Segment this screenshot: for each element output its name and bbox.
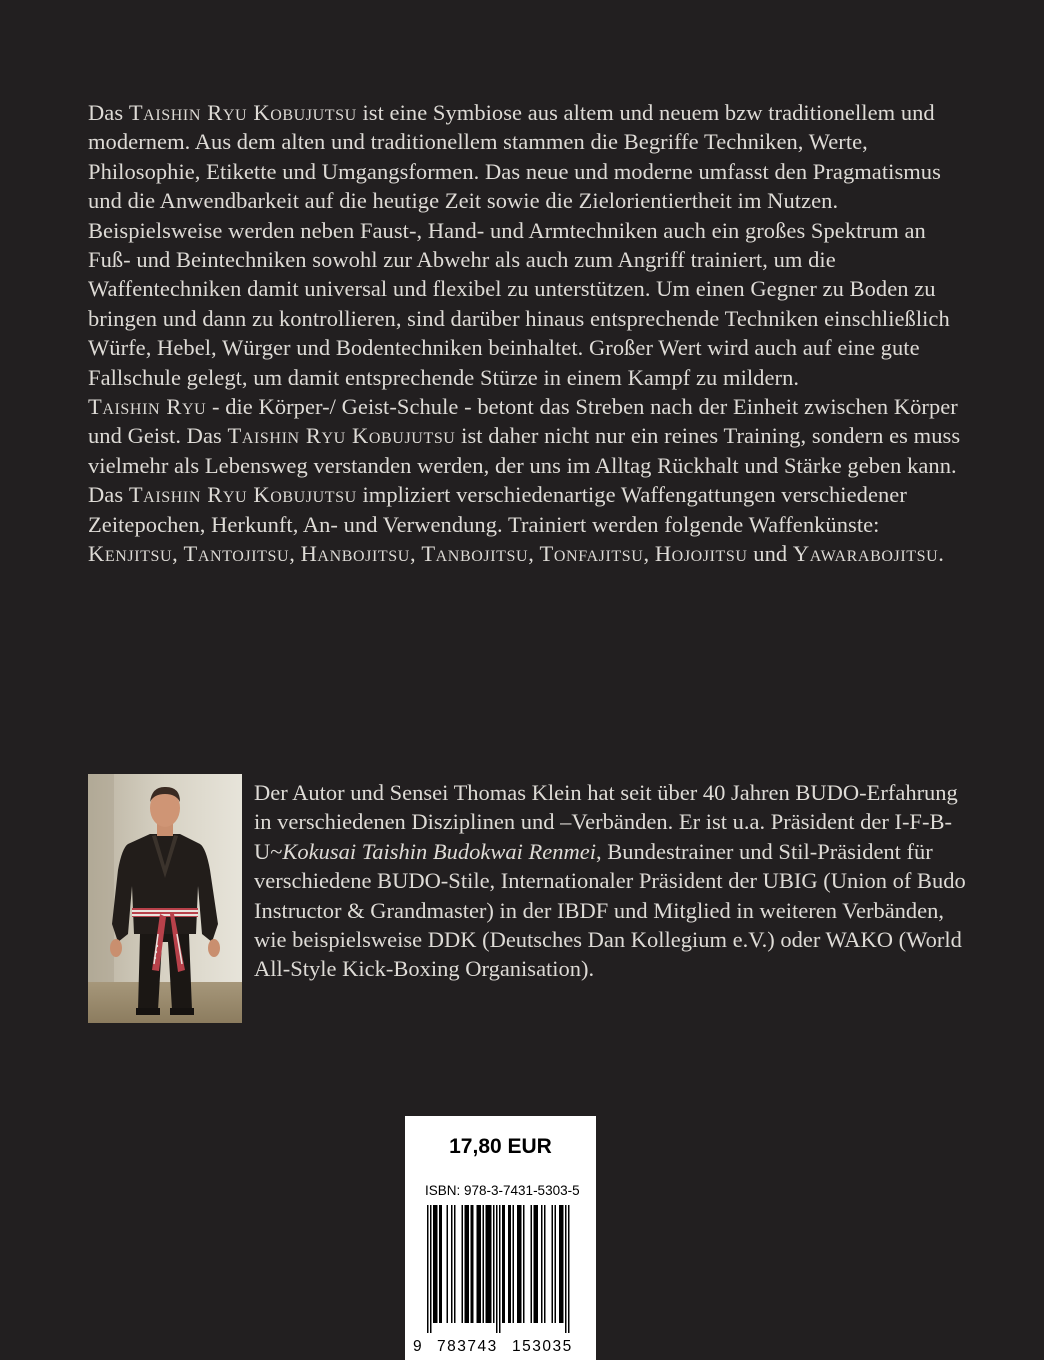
p3-text-2: ist daher nicht nur ein reines Training, sondern es muss vielmehr als Lebensweg verstanden werden, der uns im Alltag Rückhalt und Stärke geben kann. xyxy=(88,423,961,478)
barcode-bar xyxy=(559,1205,561,1323)
barcode-bar xyxy=(486,1205,488,1323)
barcode-bar xyxy=(541,1205,543,1323)
barcode-bar xyxy=(535,1205,537,1323)
barcode-bar xyxy=(502,1205,504,1323)
barcode-bar xyxy=(519,1205,521,1323)
art-tonfajitsu: Tonfajitsu xyxy=(539,541,644,567)
barcode-bar xyxy=(517,1205,519,1323)
art-kenjitsu: Kenjitsu xyxy=(88,541,173,567)
p1-text-end: ist eine Symbiose aus altem und neuem bzw traditionellem und modernem. Aus dem alten und traditionellem stammen die Begriffe Techniken, Werte, Philosophie, Etikette und Umgangsformen. Das neue und moderne umfasst den Pragmatismus und die Anwendbarkeit auf die heutige Zeit sowie die Zielorientiertheit im Nutzen. xyxy=(88,100,941,214)
barcode-bar xyxy=(561,1205,563,1323)
barcode-bar xyxy=(499,1205,501,1333)
art-separator: , xyxy=(643,541,655,567)
barcode-bar xyxy=(433,1205,435,1323)
barcode-bar xyxy=(489,1205,491,1323)
barcode-digits-left: 783743 xyxy=(437,1338,498,1355)
paragraph-1 xyxy=(88,98,968,216)
author-bio-end: , Bundestrainer und Stil-Präsident für verschiedene BUDO-Stile, Internationaler Präsident der UBIG (Union of Budo Instructor & Grandmaster) in der IBDF und Mitglied in weiteren Verbänden, wie beispielsweise DDK (Deutsches Dan Kollegium e.V.) oder WAKO (World All-Style Kick-Boxing Organisation). xyxy=(254,838,966,982)
barcode-bar xyxy=(468,1205,470,1323)
barcode-bar xyxy=(523,1205,525,1323)
p4-text-mid: impliziert verschiedenartige Waffengattungen verschiedener Zeitepochen, Herkunft, An- und Verwendung. Trainiert werden folgende Waffenkünste: xyxy=(88,482,907,537)
isbn-label: ISBN: 978-3-7431-5303-5 xyxy=(425,1183,580,1198)
barcode-bar xyxy=(478,1205,480,1323)
art-separator: , xyxy=(289,541,301,567)
author-photo xyxy=(88,774,242,1023)
barcode-bar xyxy=(487,1205,489,1323)
art-separator: , xyxy=(528,541,540,567)
art-tanbojitsu: Tanbojitsu xyxy=(421,541,529,567)
barcode-bar xyxy=(544,1205,546,1323)
paragraph-4 xyxy=(88,480,968,568)
barcode-bar xyxy=(531,1205,533,1323)
barcode-bar xyxy=(520,1205,522,1323)
barcode-bar xyxy=(568,1205,570,1333)
p3-style-name-1: Taishin Ryu xyxy=(88,394,207,420)
barcode-bar xyxy=(471,1205,473,1323)
barcode-bar xyxy=(454,1205,456,1323)
barcode-bar xyxy=(493,1205,495,1323)
art-separator: , xyxy=(172,541,184,567)
barcode-bar xyxy=(430,1205,432,1333)
art-hojojitsu: Hojojitsu xyxy=(654,541,748,567)
barcode-bar xyxy=(436,1205,438,1323)
barcode-bars xyxy=(427,1205,577,1336)
p1-text-start: Das xyxy=(88,100,129,125)
barcode-bar xyxy=(510,1205,512,1323)
paragraph-3 xyxy=(88,392,968,480)
barcode-bar xyxy=(466,1205,468,1323)
paragraph-2: Beispielsweise werden neben Faust-, Hand- und Armtechniken auch ein großes Spektrum an Fuß- und Beintechniken sowohl zur Abwehr als auch zum Angriff trainiert, um die Waffentechniken damit universal und flexibel zu unterstützen. Um einen Gegner zu Boden zu bringen und dann zu kontrollieren, sind darüber hinaus entsprechende Techniken einschließlich Würfe, Hebel, Würger und Bodentechniken beinhaltet. Großer Wert wird auch auf eine gute Fallschule gelegt, um damit entsprechende Stürze in einem Kampf zu mildern. xyxy=(88,217,950,390)
barcode-bar xyxy=(508,1205,510,1323)
barcode-bar xyxy=(565,1205,567,1333)
barcode-bar xyxy=(504,1205,506,1323)
author-bio xyxy=(254,778,974,984)
art-and: und xyxy=(747,541,793,567)
barcode-bar xyxy=(480,1205,482,1323)
author-org-name: Kokusai Taishin Budokwai Renmei xyxy=(282,838,596,864)
barcode-bar xyxy=(472,1205,474,1323)
barcode-bar xyxy=(447,1205,449,1323)
p3-text-1: - die Körper-/ Geist-Schule - betont das Streben nach der Einheit zwischen Körper und Geist. Das xyxy=(88,394,958,449)
barcode-bar xyxy=(477,1205,479,1323)
barcode-bar xyxy=(555,1205,557,1323)
barcode-bar xyxy=(552,1205,554,1323)
price-label: 17,80 EUR xyxy=(449,1135,552,1158)
art-hanbojitsu: Hanbojitsu xyxy=(300,541,410,567)
barcode-bar xyxy=(534,1205,536,1323)
barcode-bar xyxy=(496,1205,498,1333)
main-text xyxy=(88,98,968,569)
barcode-bar xyxy=(483,1205,485,1323)
barcode-bar xyxy=(462,1205,464,1323)
author-bio-start: Der Autor und Sensei Thomas Klein hat seit über 40 Jahren BUDO-Erfahrung in verschiedenen Disziplinen und –Verbänden. Er ist u.a. Präsident der I-F-B-U~ xyxy=(254,780,958,864)
author-bio-paragraph xyxy=(254,778,974,984)
barcode-bar xyxy=(465,1205,467,1323)
barcode-bar xyxy=(441,1205,443,1323)
p4-style-name: Taishin Ryu Kobujutsu xyxy=(128,482,357,508)
art-yawarabojitsu: Yawarabojitsu xyxy=(792,541,939,567)
barcode-bar xyxy=(451,1205,453,1323)
barcode-bar xyxy=(435,1205,437,1323)
barcode-bar xyxy=(562,1205,564,1323)
barcode-bar xyxy=(513,1205,515,1323)
barcode-box xyxy=(405,1116,596,1360)
art-separator: , xyxy=(409,541,422,567)
barcode-bar xyxy=(439,1205,441,1323)
barcode-digit-prefix: 9 xyxy=(413,1338,422,1355)
p4-text-start: Das xyxy=(88,482,129,508)
barcode-bar xyxy=(427,1205,429,1333)
barcode-digits-right: 153035 xyxy=(512,1338,573,1355)
art-tantojitsu: Tantojitsu xyxy=(183,541,290,567)
p4-period: . xyxy=(938,541,944,567)
p3-style-name-2: Taishin Ryu Kobujutsu xyxy=(227,423,456,449)
barcode-bar xyxy=(490,1205,492,1323)
p1-style-name: Taishin Ryu Kobujutsu xyxy=(128,100,357,125)
barcode-bar xyxy=(537,1205,539,1323)
